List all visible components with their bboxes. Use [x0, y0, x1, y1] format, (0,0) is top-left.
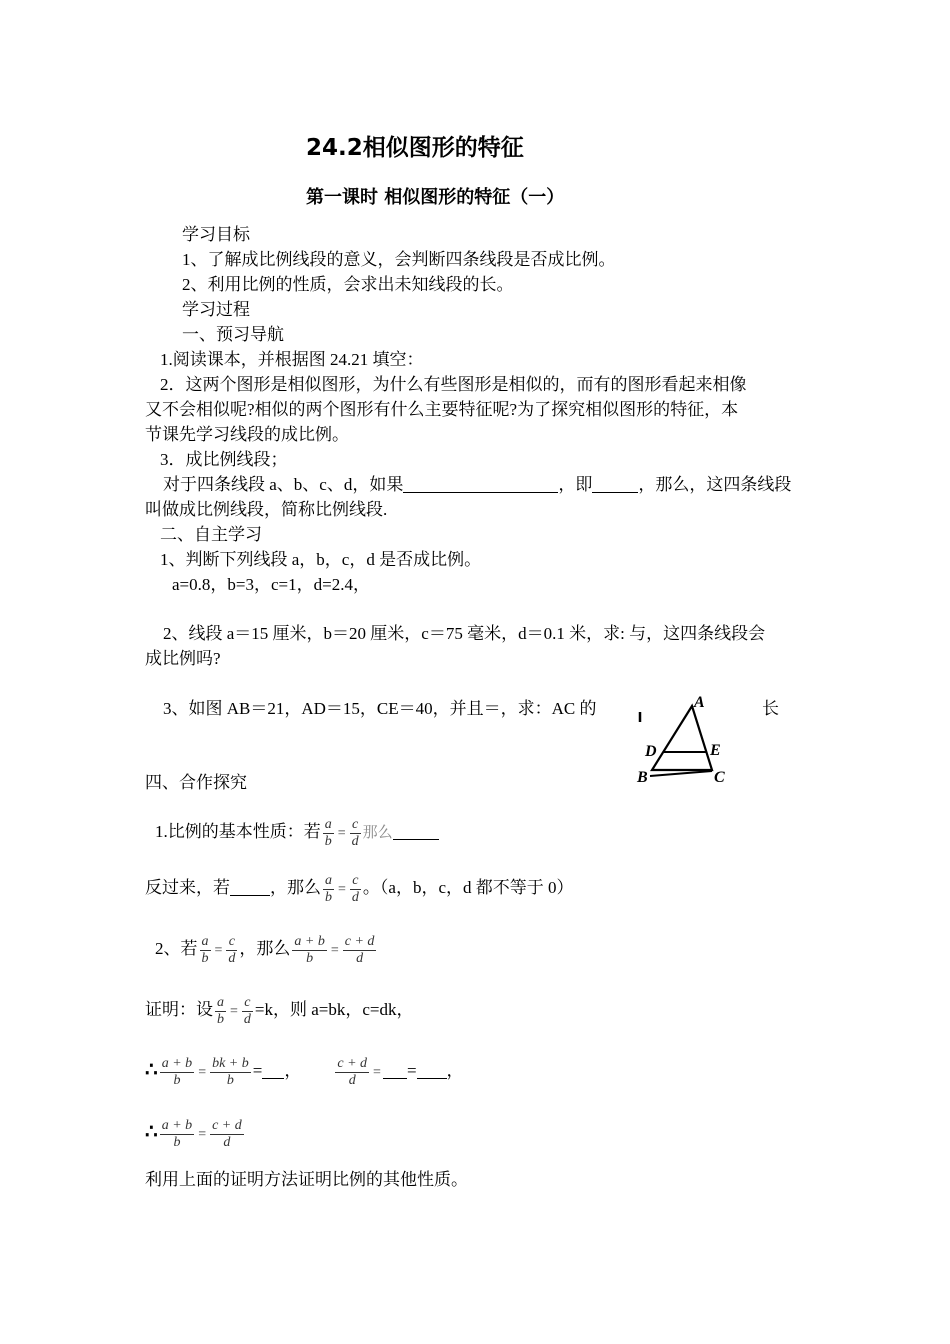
- section-2-heading: 二、自主学习: [160, 525, 262, 544]
- answer-blank[interactable]: [417, 1060, 447, 1079]
- equals-sign: =: [230, 1004, 238, 1019]
- comma: ，: [284, 1061, 302, 1080]
- property-2-text: 2、若: [155, 939, 198, 958]
- proof-line: [145, 990, 414, 1032]
- definition-text-c: ，那么，这四条线段: [638, 475, 792, 494]
- numerator: c: [350, 817, 361, 834]
- equals-sign: =: [198, 1065, 207, 1080]
- denominator: d: [228, 950, 236, 966]
- denominator: b: [201, 950, 209, 966]
- preview-item-2-line2: 又不会相似呢?相似的两个图形有什么主要特征呢?为了探究相似图形的特征，本: [145, 400, 739, 419]
- denominator: d: [243, 1011, 251, 1027]
- fraction: [210, 1056, 251, 1089]
- triangle-figure: [632, 692, 742, 787]
- label-c: C: [714, 769, 725, 786]
- page-subtitle: 第一课时 相似图形的特征（一）: [306, 187, 565, 208]
- goal-2: 2、利用比例的性质，会求出未知线段的长。: [182, 275, 514, 294]
- equals-sign: =: [252, 1061, 263, 1080]
- proof-conclusion: [145, 1112, 246, 1155]
- answer-blank[interactable]: [262, 1060, 284, 1079]
- fraction: [242, 995, 253, 1028]
- fraction: [200, 934, 211, 967]
- preview-item-2-line1: 2．这两个图形是相似图形，为什么有些图形是相似的，而有的图形看起来相像: [160, 375, 747, 394]
- fraction: [215, 995, 226, 1028]
- goals-heading: 学习目标: [182, 225, 250, 244]
- numerator: a + b: [161, 1055, 193, 1071]
- question-1: 1、判断下列线段 a，b，c，d 是否成比例。: [160, 550, 482, 569]
- numerator: a: [201, 933, 209, 949]
- denominator: d: [223, 1134, 231, 1150]
- comma: ，: [446, 1061, 464, 1080]
- label-b: B: [637, 769, 648, 786]
- denominator: b: [217, 1011, 224, 1027]
- property-1-line: [155, 812, 439, 854]
- question-3: 3、如图 AB＝21，AD＝15，CE＝40，并且＝，求：AC 的: [163, 699, 597, 718]
- denominator: b: [325, 889, 332, 905]
- definition-line-2: 叫做成比例线段，简称比例线段.: [145, 500, 388, 519]
- numerator: a: [325, 872, 332, 888]
- numerator: c: [350, 873, 361, 890]
- fraction: [226, 934, 237, 967]
- denominator: b: [306, 950, 314, 966]
- equals-sign: =: [330, 943, 339, 958]
- question-3-tail: 长: [762, 699, 779, 718]
- preview-item-1: 1.阅读课本，并根据图 24.21 填空：: [160, 350, 424, 369]
- numerator: a + b: [294, 933, 325, 949]
- denominator: d: [348, 1072, 356, 1088]
- numerator: a: [324, 816, 332, 832]
- property-2-then: ，那么: [239, 939, 291, 958]
- denominator: b: [226, 1072, 234, 1088]
- question-2-line1: 2、线段 a＝15 厘米，b＝20 厘米，c＝75 毫米，d＝0.1 米，求: 与，这四条线段会: [163, 624, 766, 643]
- answer-blank[interactable]: [403, 474, 558, 493]
- property-2-line: [155, 929, 378, 971]
- question-1-values: a=0.8，b=3，c=1，d=2.4，: [172, 575, 370, 594]
- numerator: a + b: [161, 1117, 193, 1133]
- property-1-text: 1.比例的基本性质：若: [155, 822, 321, 841]
- fraction: [323, 817, 334, 850]
- goal-1: 1、了解成比例线段的意义，会判断四条线段是否成比例。: [182, 250, 616, 269]
- proportion-definition: [163, 473, 791, 497]
- proof-step-1: [145, 1050, 464, 1093]
- therefore-symbol: ∴: [145, 1059, 158, 1081]
- answer-blank[interactable]: [230, 877, 270, 896]
- question-2-line2: 成比例吗?: [145, 649, 221, 668]
- numerator: c + d: [337, 1055, 368, 1071]
- therefore-symbol: ∴: [145, 1121, 158, 1143]
- converse-note: 。（a，b，c，d 都不等于 0）: [362, 878, 574, 897]
- process-heading: 学习过程: [182, 300, 250, 319]
- label-e: E: [710, 742, 721, 759]
- fraction: [160, 1056, 194, 1089]
- page-title: 24.2相似图形的特征: [306, 135, 524, 161]
- fraction: [350, 817, 361, 850]
- fraction: [210, 1118, 244, 1151]
- fraction: [160, 1118, 194, 1151]
- denominator: b: [173, 1072, 181, 1088]
- label-a: A: [694, 694, 705, 711]
- then-text: 那么: [362, 825, 393, 841]
- denominator: d: [351, 833, 359, 849]
- definition-text-a: 对于四条线段 a、b、c、d，如果: [163, 475, 404, 494]
- fraction: [292, 934, 326, 967]
- equals-sign: =: [198, 1127, 207, 1142]
- equals-sign: =: [406, 1061, 417, 1080]
- section-1-heading: 一、预习导航: [182, 325, 284, 344]
- definition-text-b: ，即: [558, 475, 593, 494]
- numerator: a: [217, 994, 224, 1010]
- label-d: D: [645, 743, 657, 760]
- denominator: d: [351, 889, 359, 905]
- numerator: c: [226, 934, 237, 951]
- numerator: c + d: [344, 933, 375, 949]
- fraction: [335, 1056, 369, 1089]
- converse-text: 反过来，若: [145, 878, 230, 897]
- converse-then: ，那么: [270, 878, 321, 897]
- denominator: b: [324, 833, 332, 849]
- numerator: bk + b: [212, 1055, 249, 1071]
- proof-rest: =k，则 a=bk，c=dk，: [254, 1000, 414, 1019]
- equals-sign: =: [214, 943, 223, 958]
- equals-sign: =: [337, 826, 346, 841]
- proof-text: 证明：设: [145, 1000, 213, 1019]
- numerator: c + d: [212, 1117, 242, 1133]
- preview-item-2-line3: 节课先学习线段的成比例。: [145, 425, 349, 444]
- equals-sign: =: [373, 1065, 381, 1080]
- fraction: [350, 873, 361, 906]
- equals-sign: =: [338, 882, 346, 897]
- answer-blank[interactable]: [393, 821, 439, 840]
- answer-blank[interactable]: [383, 1060, 407, 1079]
- section-4-heading: 四、合作探究: [145, 773, 247, 792]
- denominator: d: [356, 950, 364, 966]
- converse-line: [145, 868, 574, 910]
- preview-item-3: 3．成比例线段；: [160, 450, 288, 469]
- numerator: c: [242, 995, 253, 1012]
- closing-instruction: 利用上面的证明方法证明比例的其他性质。: [145, 1170, 468, 1189]
- fraction: [343, 934, 377, 967]
- denominator: b: [173, 1134, 181, 1150]
- fraction: [323, 873, 334, 906]
- answer-blank[interactable]: [592, 474, 638, 493]
